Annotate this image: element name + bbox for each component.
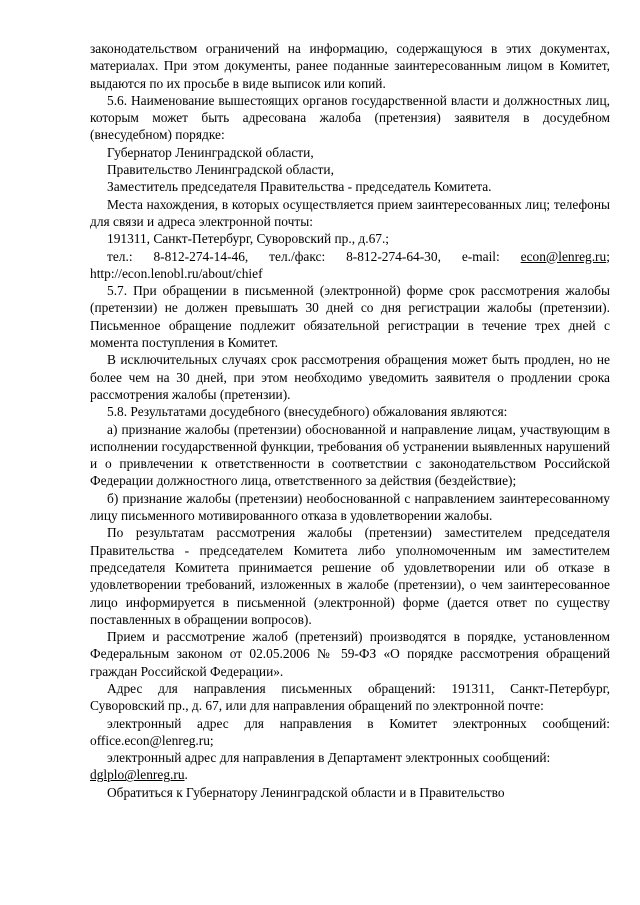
email-suffix: ; <box>606 248 610 264</box>
paragraph-department-email: электронный адрес для направления в Департамент электронных сообщений: <box>107 750 551 766</box>
email-label: e-mail: <box>461 248 500 264</box>
paragraph-continuation: законодательством ограничений на информацию, содержащуюся в этих документах, материалах. При этом документы, ранее поданные заинтересованным лицом в Комитет, выдаются по их просьбе в виде выписок или копий. <box>90 41 610 91</box>
paragraph-locations: Места нахождения, в которых осуществляется прием заинтересованных лиц; телефоны для связи и адреса электронной почты: <box>90 196 610 229</box>
paragraph-postal-address: Адрес для направления письменных обращений: 191311, Санкт-Петербург, Суворовский пр., д. 67, или для направления обращений по электронной почте: <box>90 680 610 714</box>
contacts-line <box>90 248 610 265</box>
paragraph-result-b: б) признание жалобы (претензии) необоснованной с направлением заинтересованному лицу письменного мотивированного отказа в удовлетворении жалобы. <box>90 490 610 524</box>
phone-label: тел.: <box>107 248 133 264</box>
paragraph-5-8: 5.8. Результатами досудебного (внесудебного) обжалования являются: <box>107 404 508 420</box>
department-email-link[interactable]: dglplo@lenreg.ru <box>90 767 185 783</box>
paragraph-result-a: а) признание жалобы (претензии) обоснованной и направление лицам, участвующим в исполнении государственной функции, требования об устранении выявленных нарушений и о привлечении к ответственности в соответствии с законодательством Российской Федерации должностного лица, ответственного за действия (бездействие); <box>90 421 610 489</box>
authority-government: Правительство Ленинградской области, <box>107 162 334 178</box>
website-url[interactable]: http://econ.lenobl.ru/about/chief <box>90 265 263 281</box>
paragraph-federal-law: Прием и рассмотрение жалоб (претензий) производятся в порядке, установленном Федеральным законом от 02.05.2006 № 59-ФЗ «О порядке рассмотрения обращений граждан Российской Федерации». <box>90 629 610 679</box>
document-page <box>90 40 610 801</box>
paragraph-5-6: 5.6. Наименование вышестоящих органов государственной власти и должностных лиц, которым может быть адресована жалоба (претензия) заявителя в досудебном (внесудебном) порядке: <box>90 92 610 143</box>
authority-deputy-chair: Заместитель председателя Правительства - председатель Комитета. <box>107 179 492 195</box>
address-line: 191311, Санкт-Петербург, Суворовский пр., д.67.; <box>107 231 390 247</box>
paragraph-governor-appeal: Обратиться к Губернатору Ленинградской области и в Правительство <box>107 784 505 800</box>
email-link[interactable]: econ@lenreg.ru <box>520 248 607 264</box>
paragraph-decision: По результатам рассмотрения жалобы (претензии) заместителем председателя Правительства - председателем Комитета либо уполномоченным им заместителем председателя Комитета принимается решение об удовлетворении или об отказе в удовлетворении требований, изложенных в жалобе (претензии), о чем заинтересованное лицо информируется в письменной (электронной) форме (дается ответ по существу поставленных в обращении вопросов). <box>90 525 610 627</box>
paragraph-extension: В исключительных случаях срок рассмотрения обращения может быть продлен, но не более чем на 30 дней, при этом необходимо уведомить заявителя о продлении срока рассмотрения жалобы (претензии). <box>90 352 610 402</box>
paragraph-committee-email: электронный адрес для направления в Комитет электронных сообщений: office.econ@lenreg.ru; <box>90 715 610 748</box>
authority-governor: Губернатор Ленинградской области, <box>107 144 314 160</box>
phone-number: 8-812-274-14-46, <box>153 248 249 264</box>
paragraph-5-7: 5.7. При обращении в письменной (электронной) форме срок рассмотрения жалобы (претензии) не должен превышать 30 дней со дня регистрации жалобы (претензии). Письменное обращение подлежит обязательной регистрации в течение трех дней с момента поступления в Комитет. <box>90 283 610 351</box>
department-email-line <box>90 766 610 783</box>
fax-label: тел./факс: <box>269 248 326 264</box>
department-email-suffix: . <box>184 767 188 783</box>
fax-number: 8-812-274-64-30, <box>346 248 441 264</box>
